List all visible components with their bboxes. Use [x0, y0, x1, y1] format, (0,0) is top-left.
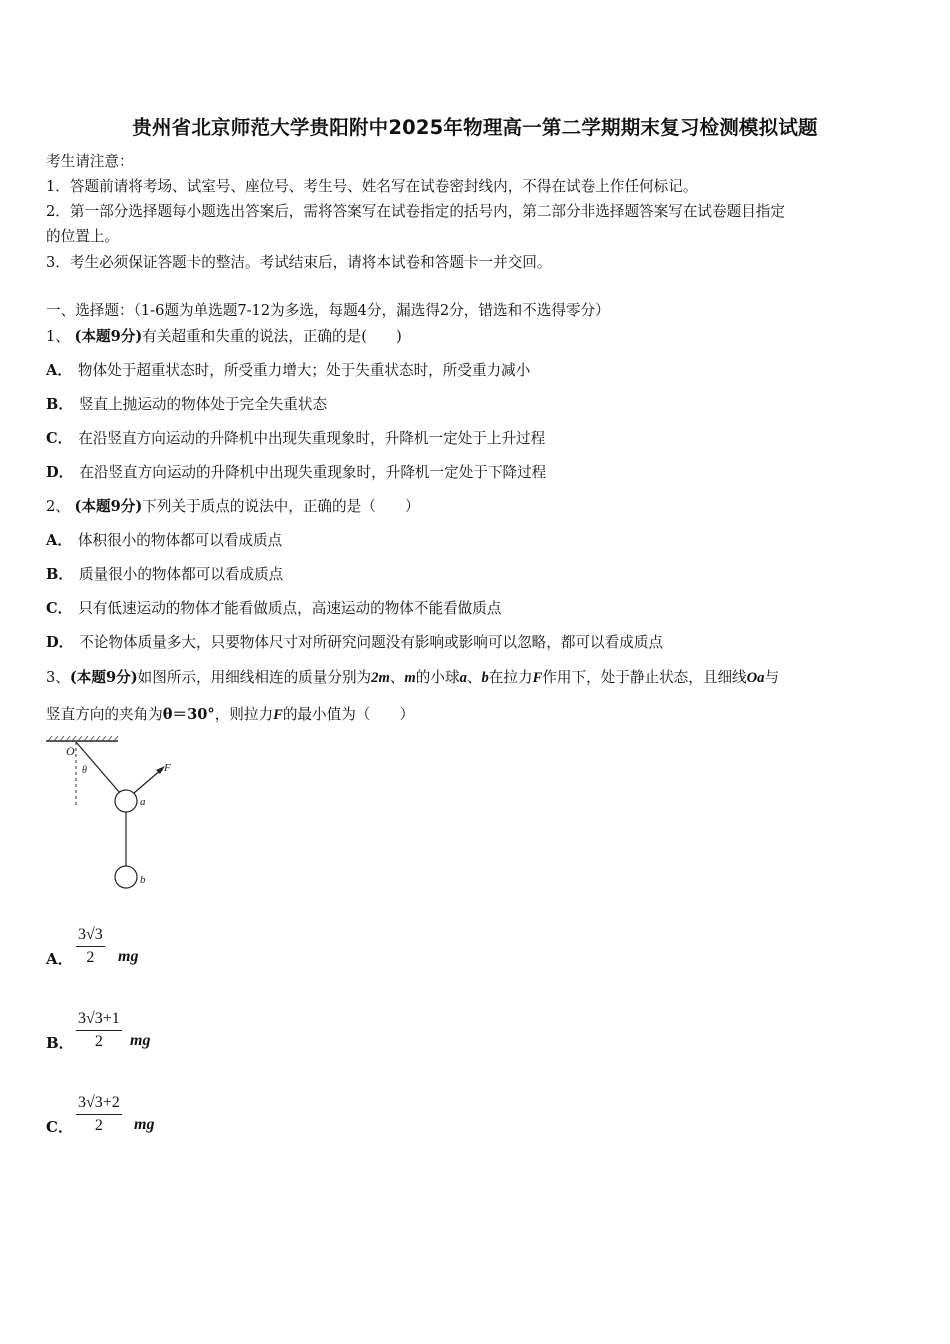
numerator: 3√3+2 [76, 1092, 122, 1115]
numerator: 3√3+1 [76, 1008, 122, 1031]
question-text: ，则拉力 [214, 706, 274, 723]
question-text: 作用下，处于静止状态，且细线 [542, 669, 747, 686]
denominator: 2 [86, 949, 95, 966]
page-title: 贵州省北京师范大学贵阳附中2025年物理高一第二学期期末复习检测模拟试题 [132, 116, 818, 139]
unit-mg: mg [118, 948, 139, 965]
option-letter: A． [46, 532, 72, 549]
question-number: 1、 [46, 328, 70, 345]
fraction [76, 1008, 122, 1053]
label-a: a [140, 796, 146, 808]
label-theta: θ [82, 765, 87, 776]
question-2-stem [46, 497, 420, 517]
notice-item: 1．答题前请将考场、试室号、座位号、考生号、姓名写在试卷密封线内，不得在试卷上作任何标记。 [46, 178, 698, 195]
unit-mg: mg [134, 1116, 155, 1133]
option-letter: C． [46, 430, 73, 447]
question-2-option-c[interactable] [46, 599, 501, 619]
question-tag: (本题9分) [69, 669, 138, 686]
question-text: 的小球 [415, 669, 460, 686]
question-tag: (本题9分) [74, 498, 143, 515]
fraction [76, 1092, 122, 1137]
ball-b: b [481, 670, 489, 686]
question-1-stem [46, 327, 402, 347]
ball-a-circle [115, 790, 137, 812]
force-f: F [532, 670, 543, 686]
option-letter: B． [46, 396, 73, 413]
option-letter: C． [46, 600, 73, 617]
option-text: 竖直上抛运动的物体处于完全失重状态 [78, 396, 328, 413]
mass-2m: 2m [371, 670, 390, 686]
option-letter: D． [46, 634, 74, 651]
ball-b-circle [115, 866, 137, 888]
force-arrow [134, 769, 162, 793]
separator: 、 [389, 669, 405, 686]
angle-expression: θ＝30° [162, 706, 215, 723]
question-2-option-a[interactable] [46, 531, 282, 551]
section-heading: 一、选择题：（1-6题为单选题7-12为多选，每题4分，漏选得2分，错选和不选得零分） [46, 302, 610, 319]
label-o: O [66, 744, 75, 758]
question-tag: (本题9分) [74, 328, 143, 345]
option-letter: B． [46, 566, 73, 583]
question-3-stem-line-2 [46, 705, 414, 725]
question-text: 在拉力 [488, 669, 533, 686]
notice-heading: 考生请注意： [46, 153, 134, 170]
option-text: 只有低速运动的物体才能看做质点，高速运动的物体不能看做质点 [78, 600, 502, 617]
question-2-option-b[interactable] [46, 565, 283, 585]
option-text: 质量很小的物体都可以看成质点 [78, 566, 284, 583]
question-1-option-c[interactable] [46, 429, 545, 449]
ball-a: a [459, 670, 467, 686]
option-text: 在沿竖直方向运动的升降机中出现失重现象时，升降机一定处于上升过程 [78, 430, 546, 447]
option-letter: B． [46, 1034, 74, 1052]
option-text: 体积很小的物体都可以看成质点 [77, 532, 283, 549]
numerator: 3√3 [76, 924, 105, 947]
question-number: 3、 [46, 669, 70, 686]
denominator: 2 [94, 1117, 103, 1134]
question-text: 下列关于质点的说法中，正确的是（ ） [142, 498, 420, 515]
notice-item: 的位置上。 [46, 228, 119, 245]
option-text: 物体处于超重状态时，所受重力增大；处于失重状态时，所受重力减小 [77, 362, 531, 379]
option-letter: A． [46, 362, 72, 379]
question-text: 如图所示，用细线相连的质量分别为 [137, 669, 372, 686]
denominator: 2 [94, 1033, 103, 1050]
separator: 、 [466, 669, 482, 686]
question-number: 2、 [46, 498, 70, 515]
label-b: b [140, 874, 146, 886]
option-letter: D． [46, 464, 74, 481]
pendulum-figure [44, 735, 174, 895]
notice-item: 2．第一部分选择题每小题选出答案后，需将答案写在试卷指定的括号内，第二部分非选择题答案写在试卷题目指定 [46, 203, 785, 220]
option-text: 在沿竖直方向运动的升降机中出现失重现象时，升降机一定处于下降过程 [79, 464, 547, 481]
fraction [76, 924, 105, 969]
notice-item: 3．考生必须保证答题卡的整洁。考试结束后，请将本试卷和答题卡一并交回。 [46, 254, 552, 271]
question-1-option-b[interactable] [46, 395, 327, 415]
question-3-stem-line-1 [46, 668, 779, 688]
option-letter: A． [46, 950, 73, 968]
label-f: F [164, 762, 171, 774]
option-letter: C． [46, 1118, 73, 1136]
unit-mg: mg [130, 1032, 151, 1049]
line-oa: Oa [746, 670, 765, 686]
question-1-option-d[interactable] [46, 463, 546, 483]
question-text: 竖直方向的夹角为 [46, 706, 163, 723]
question-text: 有关超重和失重的说法，正确的是( ) [142, 328, 402, 345]
question-2-option-d[interactable] [46, 633, 663, 653]
question-text: 的最小值为（ ） [282, 706, 415, 723]
question-1-option-a[interactable] [46, 361, 530, 381]
force-f: F [273, 707, 283, 723]
question-text: 与 [764, 669, 780, 686]
option-text: 不论物体质量多大，只要物体尺寸对所研究问题没有影响或影响可以忽略，都可以看成质点 [79, 634, 664, 651]
mass-m: m [404, 670, 416, 686]
